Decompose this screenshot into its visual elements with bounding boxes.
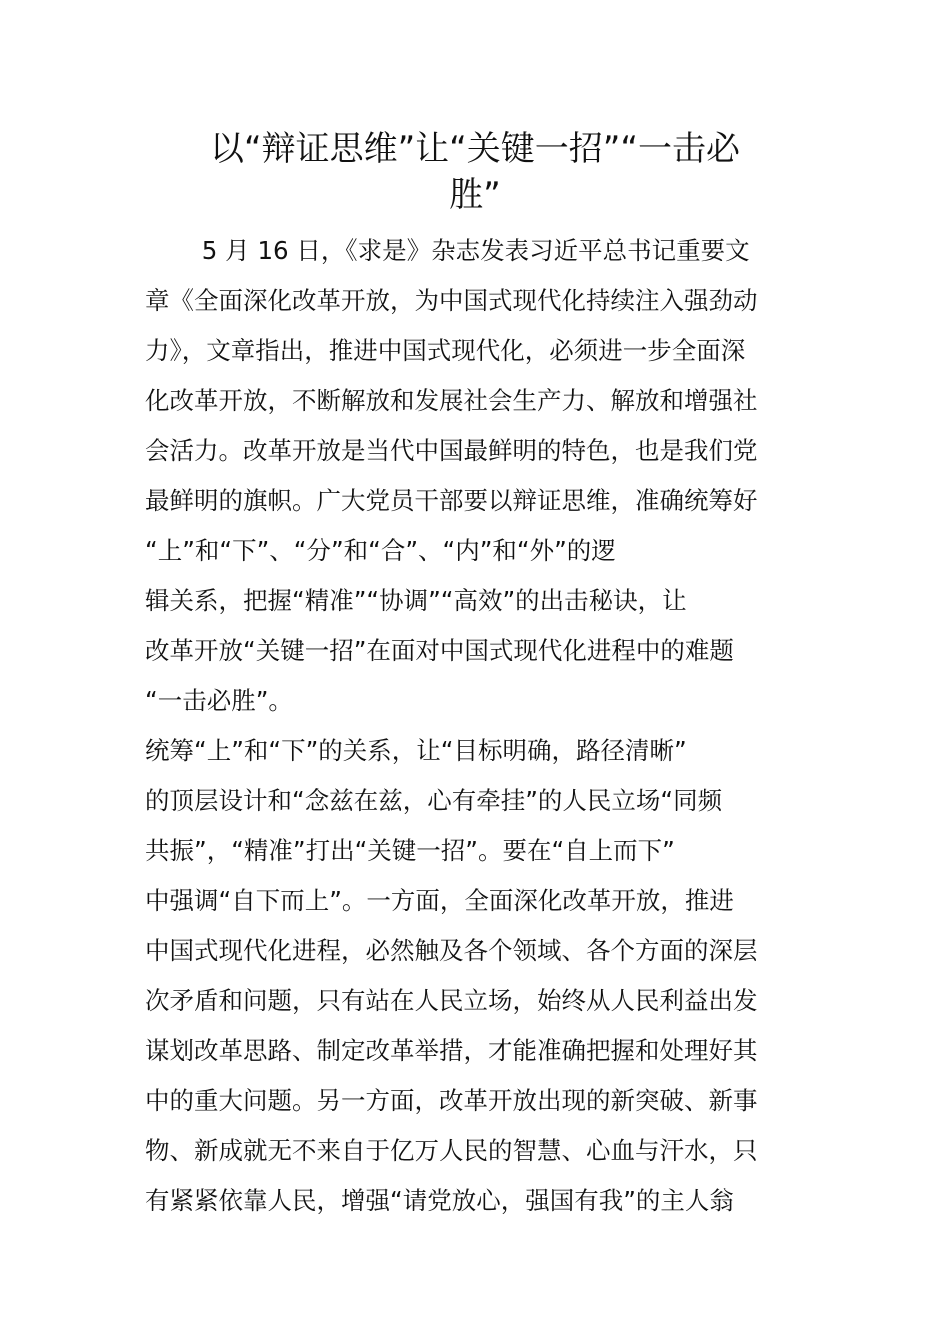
paragraph-line: 5 月 16 日，《求是》杂志发表习近平总书记重要文 bbox=[145, 236, 750, 265]
paragraph-line: 有紧紧依靠人民，增强“请党放心，强国有我”的主人翁 bbox=[145, 1186, 734, 1215]
paragraph-line: “上”和“下”、“分”和“合”、“内”和“外”的逻 bbox=[145, 536, 616, 565]
document-body bbox=[145, 226, 807, 1226]
paragraph-line: 中的重大问题。另一方面，改革开放出现的新突破、新事 bbox=[145, 1086, 758, 1115]
paragraph-line: 会活力。改革开放是当代中国最鲜明的特色，也是我们党 bbox=[145, 436, 758, 465]
paragraph-line: 最鲜明的旗帜。广大党员干部要以辩证思维，准确统筹好 bbox=[145, 486, 758, 515]
paragraph-line: 共振”，“精准”打出“关键一招”。要在“自上而下” bbox=[145, 836, 675, 865]
paragraph-line: 统筹“上”和“下”的关系，让“目标明确，路径清晰” bbox=[145, 736, 687, 765]
paragraph-line: 中强调“自下而上”。一方面，全面深化改革开放，推进 bbox=[145, 886, 734, 915]
paragraph-line: 的顶层设计和“念兹在兹，心有牵挂”的人民立场“同频 bbox=[145, 786, 723, 815]
paragraph-line: 改革开放“关键一招”在面对中国式现代化进程中的难题 bbox=[145, 636, 734, 665]
paragraph-line: 物、新成就无不来自于亿万人民的智慧、心血与汗水，只 bbox=[145, 1136, 758, 1165]
paragraph-line: 谋划改革思路、制定改革举措，才能准确把握和处理好其 bbox=[145, 1036, 758, 1065]
paragraph-line: 中国式现代化进程，必然触及各个领域、各个方面的深层 bbox=[145, 936, 758, 965]
paragraph-line: 化改革开放，不断解放和发展社会生产力、解放和增强社 bbox=[145, 386, 758, 415]
document-title bbox=[140, 126, 810, 218]
paragraph-line: 力》，文章指出，推进中国式现代化，必须进一步全面深 bbox=[145, 336, 746, 365]
paragraph-line: 次矛盾和问题，只有站在人民立场，始终从人民利益出发 bbox=[145, 986, 758, 1015]
paragraph-line: 辑关系，把握“精准”“协调”“高效”的出击秘诀，让 bbox=[145, 586, 687, 615]
title-line: 以“辩证思维”让“关键一招”“一击必 bbox=[209, 129, 741, 169]
title-line: 胜” bbox=[449, 175, 501, 215]
paragraph-line: “一击必胜”。 bbox=[145, 686, 293, 715]
paragraph-line: 章《全面深化改革开放，为中国式现代化持续注入强劲动 bbox=[145, 286, 758, 315]
